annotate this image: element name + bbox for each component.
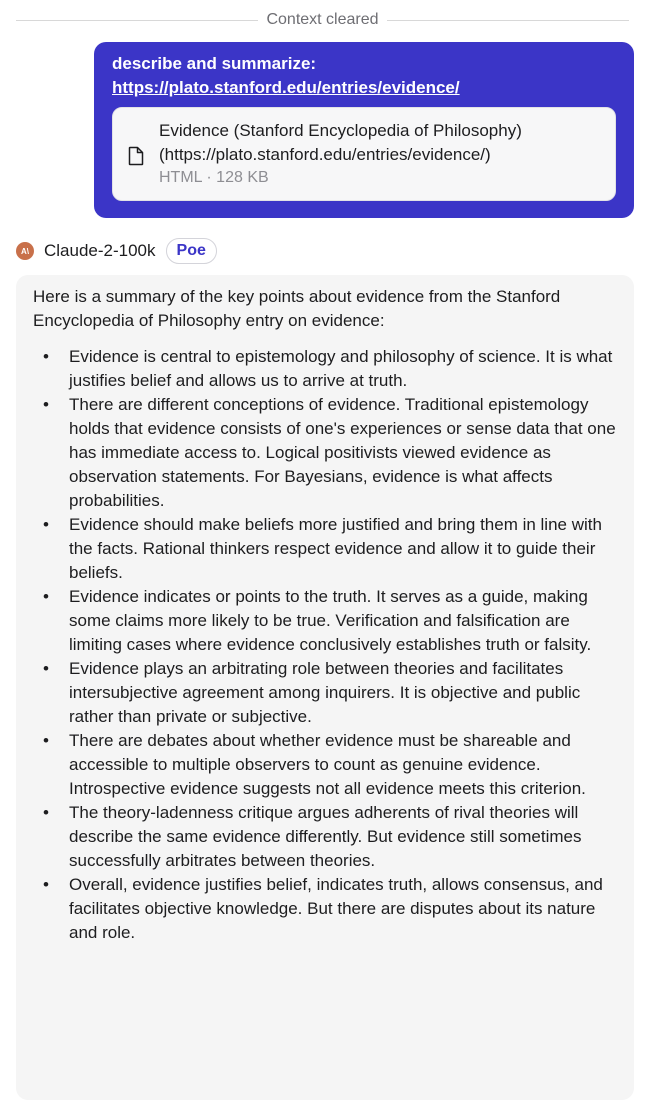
poe-badge[interactable]: Poe — [166, 238, 217, 264]
response-bullet-list — [33, 345, 620, 945]
bullet-item: • Evidence should make beliefs more justified and bring them in line with the facts. Rational thinkers respect evidence and allow it to guide their beliefs. — [33, 513, 620, 585]
bot-response-bubble — [16, 275, 634, 1100]
context-cleared-label: Context cleared — [266, 11, 379, 28]
user-message-bubble — [94, 42, 634, 218]
bullet-item: • There are different conceptions of evidence. Traditional epistemology holds that evidence consists of one's experiences or sense data that one has immediate access to. Logical positivists viewed evidence as observation statements. For Bayesians, evidence is what affects probabilities. — [33, 393, 620, 513]
file-icon — [127, 146, 145, 166]
bullet-item: • Evidence is central to epistemology and philosophy of science. It is what justifies belief and allows us to arrive at truth. — [33, 345, 620, 393]
bullet-item: • There are debates about whether evidence must be shareable and accessible to multiple observers to count as genuine evidence. Introspective evidence suggests not all evidence meets this criterion. — [33, 729, 620, 801]
bot-name[interactable]: Claude-2-100k — [44, 241, 156, 260]
response-intro: Here is a summary of the key points about evidence from the Stanford Encyclopedia of Philosophy entry on evidence: — [33, 287, 561, 330]
context-cleared-divider — [16, 8, 629, 32]
bullet-item: • Evidence plays an arbitrating role between theories and facilitates intersubjective agreement among inquirers. It is objective and public rather than private or subjective. — [33, 657, 620, 729]
bullet-item: • Evidence indicates or points to the truth. It serves as a guide, making some claims more likely to be true. Verification and falsification are limiting cases where evidence conclusively establishes truth or falsity. — [33, 585, 620, 657]
bot-avatar: A\ — [16, 242, 34, 260]
bot-header — [16, 237, 217, 265]
user-message-text: describe and summarize: — [112, 54, 317, 73]
divider-line-right — [387, 20, 629, 21]
attachment-title: Evidence (Stanford Encyclopedia of Philosophy) (https://plato.stanford.edu/entries/evidence/) — [159, 121, 522, 164]
bullet-item: • The theory-ladenness critique argues adherents of rival theories will describe the same evidence differently. But evidence still sometimes successfully arbitrates between theories. — [33, 801, 620, 873]
divider-line-left — [16, 20, 258, 21]
attachment-card[interactable] — [112, 107, 616, 201]
attachment-meta: HTML · 128 KB — [159, 169, 269, 186]
bullet-item: • Overall, evidence justifies belief, indicates truth, allows consensus, and facilitates objective knowledge. But there are disputes about its nature and role. — [33, 873, 620, 945]
user-message-link[interactable]: https://plato.stanford.edu/entries/evidence/ — [112, 78, 460, 97]
